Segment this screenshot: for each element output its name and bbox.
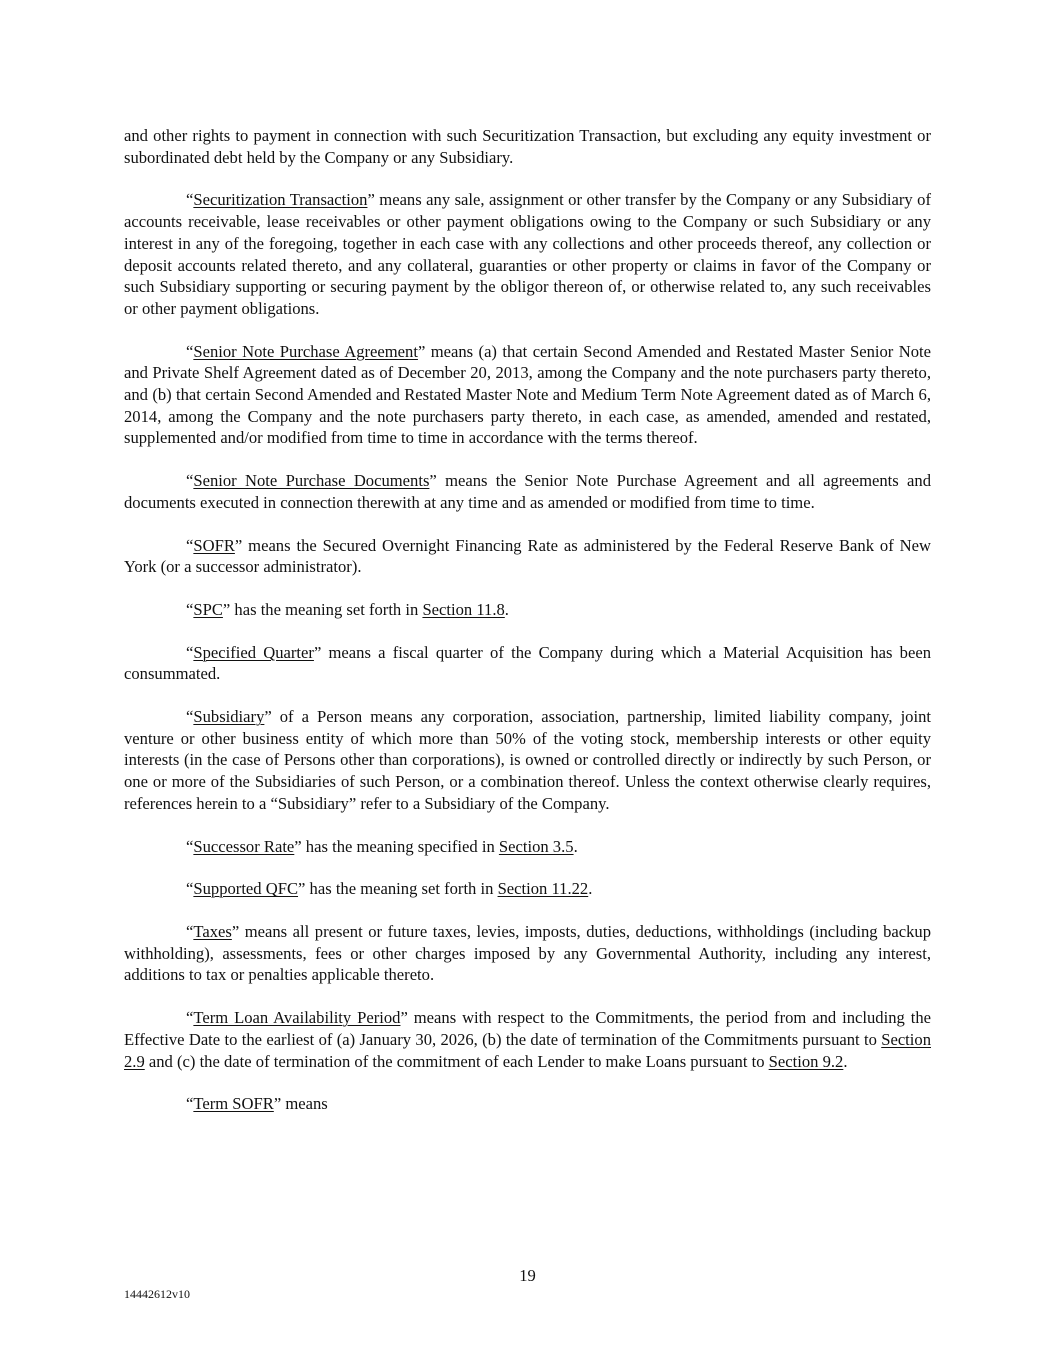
defined-term-reference: Successor Rate bbox=[193, 836, 295, 856]
defined-term-reference: Supported QFC bbox=[193, 879, 299, 899]
paragraph-text: ” means bbox=[273, 1094, 328, 1114]
paragraph-text: “ bbox=[186, 879, 194, 899]
definition-paragraph bbox=[124, 125, 931, 168]
paragraph-text: “ bbox=[186, 1008, 194, 1028]
defined-term-reference: Section 9.2 bbox=[768, 1051, 844, 1071]
defined-term-reference: Taxes bbox=[193, 921, 232, 941]
paragraph-text: and other rights to payment in connection with such Securitization Transaction, but excluding any equity investment or subordinated debt held by the Company or any Subsidiary. bbox=[124, 126, 931, 167]
definition-paragraph bbox=[124, 878, 931, 900]
defined-term-reference: Term SOFR bbox=[193, 1094, 274, 1114]
paragraph-text: ” means any sale, assignment or other transfer by the Company or any Subsidiary of accounts receivable, lease receivables or other payment obligations owing to the Company or such Subsidiary or any interest in any of the foregoing, together in each case with any collections and other proceeds thereof, any collection or deposit accounts related thereto, and any collateral, guaranties or other property or claims in favor of the Company or such Subsidiary supporting or securing payment by the obligor thereon of, or otherwise related to, any such receivables or other payment obligations. bbox=[124, 190, 931, 318]
paragraph-text: ” means a fiscal quarter of the Company during which a Material Acquisition has been consummated. bbox=[124, 642, 931, 684]
paragraph-text: “ bbox=[186, 535, 194, 555]
defined-term-reference: Securitization Transaction bbox=[193, 190, 368, 210]
paragraph-text: “ bbox=[186, 471, 194, 491]
definition-paragraph bbox=[124, 1093, 931, 1115]
definition-paragraph bbox=[124, 921, 931, 986]
paragraph-text: “ bbox=[186, 707, 194, 727]
paragraph-text: . bbox=[573, 836, 578, 856]
definition-paragraph bbox=[124, 341, 931, 450]
definition-paragraph bbox=[124, 642, 931, 685]
definition-paragraph bbox=[124, 706, 931, 815]
definition-paragraph bbox=[124, 836, 931, 858]
definition-paragraph bbox=[124, 470, 931, 513]
paragraph-text: “ bbox=[186, 599, 194, 619]
definition-paragraph bbox=[124, 1007, 931, 1072]
defined-term-reference: Subsidiary bbox=[193, 707, 265, 727]
defined-term-reference: Section 3.5 bbox=[498, 836, 574, 856]
paragraph-text: ” means the Senior Note Purchase Agreement and all agreements and documents executed in connection therewith at any time and as amended or modified from time to time. bbox=[124, 471, 931, 512]
defined-term-reference: Senior Note Purchase Documents bbox=[193, 471, 430, 491]
document-body bbox=[124, 125, 931, 1136]
defined-term-reference: SOFR bbox=[193, 535, 235, 555]
definition-paragraph bbox=[124, 535, 931, 578]
defined-term-reference: Section 11.8 bbox=[422, 599, 505, 619]
paragraph-text: and (c) the date of termination of the commitment of each Lender to make Loans pursuant to bbox=[144, 1051, 769, 1071]
paragraph-text: “ bbox=[186, 921, 194, 941]
paragraph-text: ” means the Secured Overnight Financing Rate as administered by the Federal Reserve Bank of New York (or a successor administrator). bbox=[124, 535, 931, 577]
defined-term-reference: Term Loan Availability Period bbox=[193, 1008, 401, 1028]
page-number: 19 bbox=[519, 1266, 536, 1285]
defined-term-reference: SPC bbox=[193, 599, 223, 619]
defined-term-reference: Section 11.22 bbox=[497, 879, 589, 899]
defined-term-reference: Senior Note Purchase Agreement bbox=[193, 341, 418, 361]
paragraph-text: ” has the meaning specified in bbox=[294, 836, 499, 856]
paragraph-text: . bbox=[504, 599, 509, 619]
paragraph-text: ” has the meaning set forth in bbox=[298, 879, 498, 899]
definition-paragraph bbox=[124, 599, 931, 621]
paragraph-text: . bbox=[843, 1051, 848, 1071]
defined-term-reference: Section 2.9 bbox=[124, 1029, 931, 1071]
paragraph-text: “ bbox=[186, 1094, 194, 1114]
paragraph-text: “ bbox=[186, 190, 194, 210]
paragraph-text: ” has the meaning set forth in bbox=[222, 599, 423, 619]
paragraph-text: . bbox=[588, 879, 593, 899]
paragraph-text: ” means (a) that certain Second Amended and Restated Master Senior Note and Private Shelf Agreement dated as of December 20, 2013, among the Company and the note purchasers party thereto, and (b) that certain Second Amended and Restated Master Note and Medium Term Note Agreement dated as of March 6, 2014, among the Company and the note purchasers party thereto, in each case, as amended, amended and restated, supplemented and/or modified from time to time in accordance with the terms thereof. bbox=[124, 341, 931, 448]
document-id: 14442612v10 bbox=[124, 1287, 190, 1301]
paragraph-text: ” means all present or future taxes, levies, imposts, duties, deductions, withholdings (including backup withholding), assessments, fees or other charges imposed by any Governmental Authority, including any interest, additions to tax or penalties applicable thereto. bbox=[124, 921, 931, 985]
paragraph-text: “ bbox=[186, 836, 194, 856]
paragraph-text: ” of a Person means any corporation, association, partnership, limited liability company, joint venture or other business entity of which more than 50% of the voting stock, membership interests or other equity interests (in the case of Persons other than corporations), is owned or controlled directly or indirectly by such Person, or one or more of the Subsidiaries of such Person, or a combination thereof. Unless the context otherwise clearly requires, references herein to a “Subsidiary” refer to a Subsidiary of the Company. bbox=[124, 707, 931, 813]
paragraph-text: ” means with respect to the Commitments, the period from and including the Effective Date to the earliest of (a) January 30, 2026, (b) the date of termination of the Commitments pursuant to bbox=[124, 1008, 931, 1049]
paragraph-text: “ bbox=[186, 642, 194, 662]
paragraph-text: “ bbox=[186, 341, 194, 361]
defined-term-reference: Specified Quarter bbox=[193, 642, 314, 662]
definition-paragraph bbox=[124, 189, 931, 319]
